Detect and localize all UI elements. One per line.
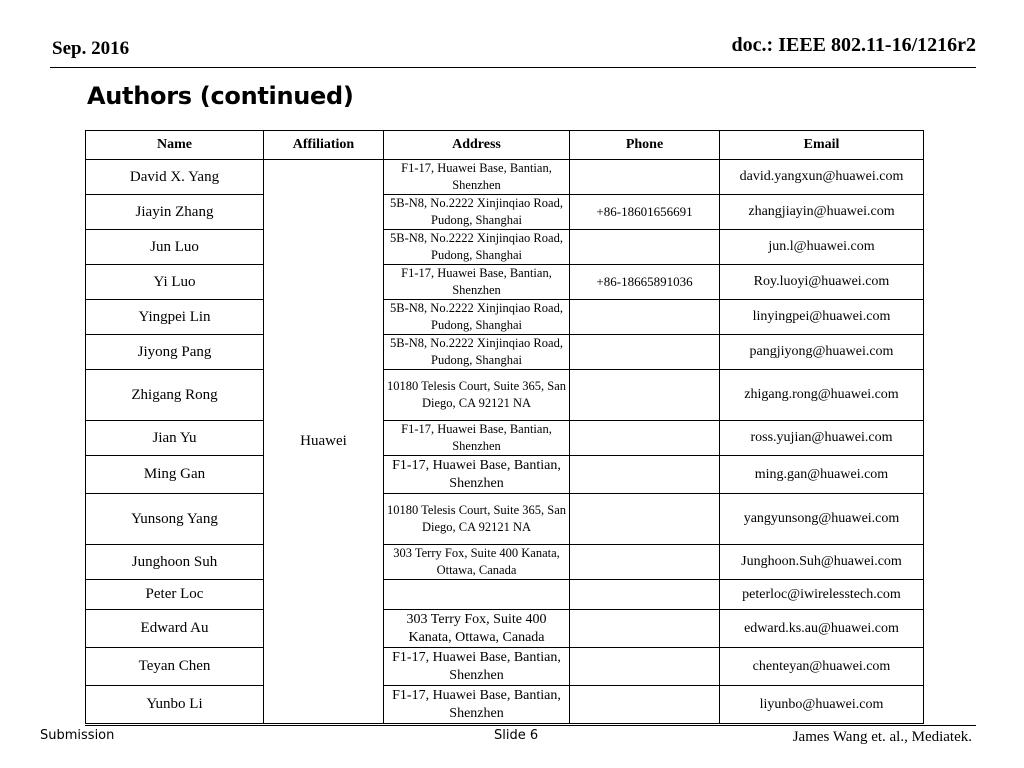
table-header-row: [86, 131, 924, 160]
table-row: [86, 610, 924, 648]
author-email: zhangjiayin@huawei.com: [720, 195, 924, 230]
column-header-name: Name: [86, 131, 264, 160]
author-phone: [570, 456, 720, 494]
author-address: 5B-N8, No.2222 Xinjinqiao Road, Pudong, Shanghai: [384, 300, 570, 335]
author-address: 303 Terry Fox, Suite 400 Kanata, Ottawa, Canada: [384, 610, 570, 648]
column-header-address: Address: [384, 131, 570, 160]
author-address: F1-17, Huawei Base, Bantian, Shenzhen: [384, 421, 570, 456]
author-phone: [570, 580, 720, 610]
table-row: [86, 300, 924, 335]
author-address: F1-17, Huawei Base, Bantian, Shenzhen: [384, 160, 570, 195]
author-phone: [570, 686, 720, 724]
author-email: edward.ks.au@huawei.com: [720, 610, 924, 648]
author-email: liyunbo@huawei.com: [720, 686, 924, 724]
header-doc-id: doc.: IEEE 802.11-16/1216r2: [731, 34, 976, 56]
author-email: yangyunsong@huawei.com: [720, 494, 924, 545]
footer-submission: Submission: [40, 728, 115, 743]
table-row: [86, 580, 924, 610]
column-header-email: Email: [720, 131, 924, 160]
author-email: linyingpei@huawei.com: [720, 300, 924, 335]
author-phone: [570, 421, 720, 456]
author-phone: [570, 300, 720, 335]
author-phone: [570, 335, 720, 370]
author-name: Jiayin Zhang: [86, 195, 264, 230]
author-phone: [570, 494, 720, 545]
author-address: 5B-N8, No.2222 Xinjinqiao Road, Pudong, Shanghai: [384, 230, 570, 265]
author-address: 5B-N8, No.2222 Xinjinqiao Road, Pudong, Shanghai: [384, 335, 570, 370]
author-address: 5B-N8, No.2222 Xinjinqiao Road, Pudong, Shanghai: [384, 195, 570, 230]
table-row: [86, 456, 924, 494]
author-email: pangjiyong@huawei.com: [720, 335, 924, 370]
footer-author: James Wang et. al., Mediatek.: [792, 729, 972, 745]
author-address: F1-17, Huawei Base, Bantian, Shenzhen: [384, 686, 570, 724]
author-phone: [570, 230, 720, 265]
author-phone: +86-18665891036: [570, 265, 720, 300]
page-title: Authors (continued): [87, 82, 354, 110]
author-name: Yingpei Lin: [86, 300, 264, 335]
table-row: [86, 494, 924, 545]
author-email: Junghoon.Suh@huawei.com: [720, 545, 924, 580]
table-row: [86, 335, 924, 370]
column-header-phone: Phone: [570, 131, 720, 160]
author-name: Zhigang Rong: [86, 370, 264, 421]
author-name: Yunsong Yang: [86, 494, 264, 545]
author-email: ming.gan@huawei.com: [720, 456, 924, 494]
author-email: ross.yujian@huawei.com: [720, 421, 924, 456]
footer-slide-number: Slide 6: [494, 728, 539, 743]
author-email: jun.l@huawei.com: [720, 230, 924, 265]
table-row: [86, 648, 924, 686]
table-row: [86, 421, 924, 456]
footer-rule: [85, 725, 976, 726]
author-address: 10180 Telesis Court, Suite 365, San Diego, CA 92121 NA: [384, 370, 570, 421]
table-row: [86, 195, 924, 230]
author-name: Jian Yu: [86, 421, 264, 456]
author-phone: [570, 610, 720, 648]
author-name: Jiyong Pang: [86, 335, 264, 370]
author-address: 10180 Telesis Court, Suite 365, San Diego, CA 92121 NA: [384, 494, 570, 545]
author-email: david.yangxun@huawei.com: [720, 160, 924, 195]
author-address: 303 Terry Fox, Suite 400 Kanata, Ottawa, Canada: [384, 545, 570, 580]
author-address: F1-17, Huawei Base, Bantian, Shenzhen: [384, 456, 570, 494]
author-phone: [570, 370, 720, 421]
author-name: Yunbo Li: [86, 686, 264, 724]
author-phone: [570, 160, 720, 195]
author-phone: [570, 648, 720, 686]
author-address: F1-17, Huawei Base, Bantian, Shenzhen: [384, 648, 570, 686]
author-email: zhigang.rong@huawei.com: [720, 370, 924, 421]
authors-table: [85, 130, 924, 724]
author-address: F1-17, Huawei Base, Bantian, Shenzhen: [384, 265, 570, 300]
author-name: Jun Luo: [86, 230, 264, 265]
author-name: David X. Yang: [86, 160, 264, 195]
table-row: [86, 545, 924, 580]
table-row: [86, 265, 924, 300]
author-email: peterloc@iwirelesstech.com: [720, 580, 924, 610]
table-row: [86, 686, 924, 724]
author-email: chenteyan@huawei.com: [720, 648, 924, 686]
table-row: [86, 230, 924, 265]
table-row: [86, 160, 924, 195]
header-rule: [50, 67, 976, 68]
author-name: Peter Loc: [86, 580, 264, 610]
author-name: Teyan Chen: [86, 648, 264, 686]
author-affiliation: Huawei: [264, 160, 384, 724]
author-phone: +86-18601656691: [570, 195, 720, 230]
column-header-affiliation: Affiliation: [264, 131, 384, 160]
author-name: Junghoon Suh: [86, 545, 264, 580]
author-address: [384, 580, 570, 610]
header-date: Sep. 2016: [52, 38, 130, 59]
author-email: Roy.luoyi@huawei.com: [720, 265, 924, 300]
table-row: [86, 370, 924, 421]
author-name: Ming Gan: [86, 456, 264, 494]
author-name: Yi Luo: [86, 265, 264, 300]
author-name: Edward Au: [86, 610, 264, 648]
author-phone: [570, 545, 720, 580]
